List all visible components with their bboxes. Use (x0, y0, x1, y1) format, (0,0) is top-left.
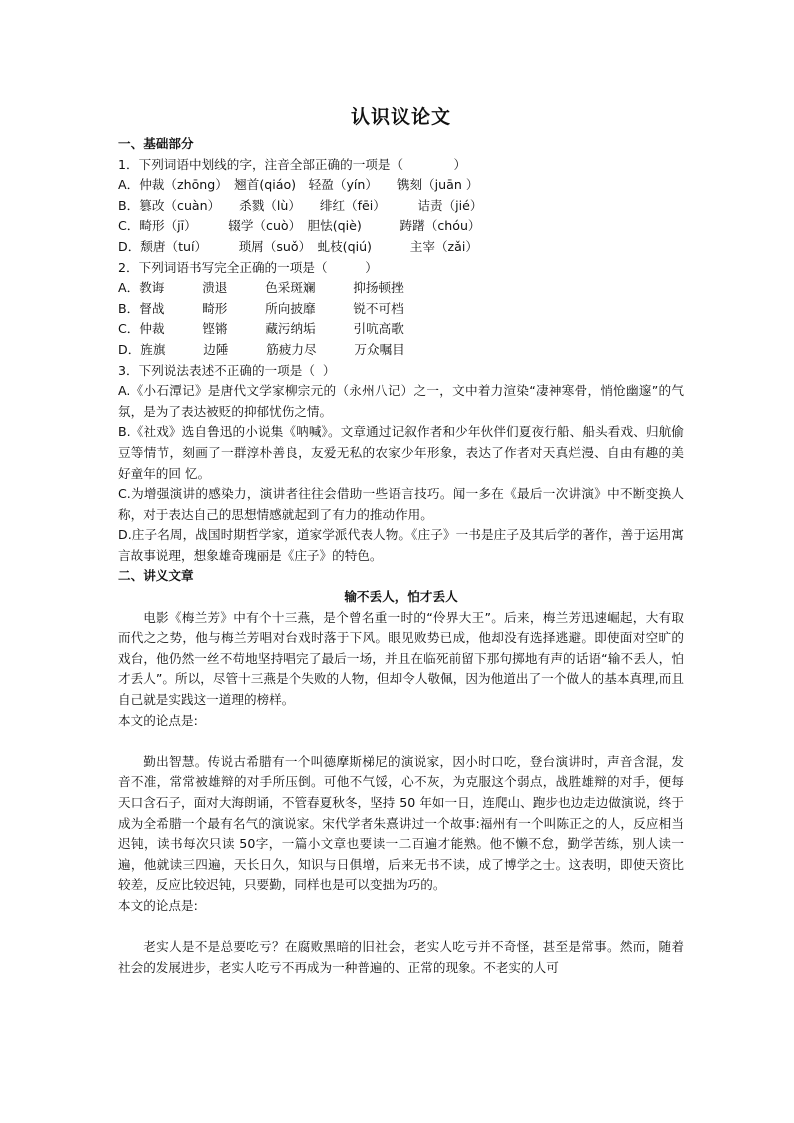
option-b: B．篡改（cuàn） 杀戮（lù） 绯红（fēi） 诘责（jié） (118, 197, 483, 213)
option-b: B．督战 畸形 所向披靡 锐不可档 (118, 300, 404, 316)
thesis-prompt: 本文的论点是: (118, 712, 198, 728)
option-b: B.《社戏》选自鲁迅的小说集《呐喊》。文章通过记叙作者和少年伙伴们夏夜行船、船头看戏、归航偷豆等情节，刻画了一群淳朴善良，友爱无私的农家少年形象，表达了作者对天真烂漫、自由有趣的美好童年的回 忆。 (118, 424, 684, 481)
article-3 (118, 937, 684, 978)
thesis-prompt: 本文的论点是: (118, 897, 198, 913)
article-title: 输不丢人，怕才丢人 (344, 589, 458, 605)
document-page (118, 104, 684, 978)
article-1 (118, 587, 684, 731)
option-a: A．仲裁（zhōng） 翘首(qiáo) 轻盈（yín） 镌刻（juān ） (118, 177, 479, 193)
option-d: D．颓唐（tuí） 琐屑（suǒ） 虬枝(qiú) 主宰（zǎi） (118, 238, 478, 254)
option-c: C.为增强演讲的感染力，演讲者往往会借助一些语言技巧。闻一多在《最后一次讲演》中不断变换人称，对于表达自己的思想情感就起到了有力的推动作用。 (118, 486, 684, 522)
option-d: D.庄子名周，战国时期哲学家，道家学派代表人物。《庄子》一书是庄子及其后学的著作，善于运用寓言故事说理，想象雄奇瑰丽是《庄子》的特色。 (118, 527, 684, 563)
page-title: 认识议论文 (350, 106, 451, 128)
question-stem: 1．下列词语中划线的字，注音全部正确的一项是（ ） (118, 156, 467, 172)
article-body: 勤出智慧。传说古希腊有一个叫德摩斯梯尼的演说家，因小时口吃，登台演讲时，声音含混，发音不准，常常被雄辩的对手所压倒。可他不气馁，心不灰，为克服这个弱点，战胜雄辩的对手，便每天口含石子，面对大海朗诵，不管春夏秋冬，坚持 50 年如一日，连爬山、跑步也边走边做演说，终于成为全希腊一个最有名气的演说家。宋代学者朱熹讲过一个故事:福州有一个叫陈正之的人，反应相当迟钝，读书每次只读 50字，一篇小文章也要读一二百遍才能熟。他不懒不怠，勤学苦练，别人读一遍，他就读三四遍，天长日久，知识与日俱增，后来无书不读，成了博学之士。这表明，即使天资比较差，反应比较迟钝，只要勤，同样也是可以变拙为巧的。 (118, 753, 684, 893)
option-a: A．教诲 溃退 色采斑斓 抑扬顿挫 (118, 280, 404, 296)
article-2 (118, 752, 684, 917)
answer-space[interactable] (118, 731, 684, 752)
section-heading-articles: 二、讲义文章 (118, 568, 194, 584)
question-stem: 2．下列词语书写完全正确的一项是（ ） (118, 259, 378, 275)
article-body: 老实人是不是总要吃亏？在腐败黑暗的旧社会，老实人吃亏并不奇怪，甚至是常事。然而，随着社会的发展进步，老实人吃亏不再成为一种普遍的、正常的现象。不老实的人可 (118, 939, 684, 975)
article-body: 电影《梅兰芳》中有个十三燕，是个曾名重一时的“伶界大王”。后来，梅兰芳迅速崛起，大有取而代之之势，他与梅兰芳唱对台戏时落于下风。眼见败势已成，他却没有选择逃避。即使面对空旷的戏台，他仍然一丝不苟地坚持唱完了最后一场，并且在临死前留下那句掷地有声的话语“输不丢人，怕才丢人”。所以，尽管十三燕是个失败的人物，但却令人敬佩，因为他道出了一个做人的基本真理,而且自己就是实践这一道理的榜样。 (118, 609, 684, 708)
option-c: C．仲裁 铿锵 藏污纳垢 引吭高歌 (118, 321, 404, 337)
option-c: C．畸形（jī） 辍学（cuò） 胆怯(qiè) 踌躇（chóu） (118, 218, 481, 234)
option-a: A.《小石潭记》是唐代文学家柳宗元的（永州八记）之一，文中着力渲染“凄神寒骨，悄怆幽邃”的气氛，是为了表达被贬的抑郁忧伤之情。 (118, 383, 684, 419)
question-stem: 3．下列说法表述不正确的一项是（ ） (118, 362, 336, 378)
section-heading-basics: 一、基础部分 (118, 136, 194, 151)
answer-space[interactable] (118, 917, 684, 938)
question-3 (118, 361, 684, 567)
question-1 (118, 155, 684, 258)
option-d: D．旌旗 边陲 筋疲力尽 万众嘱目 (118, 341, 405, 357)
question-2 (118, 258, 684, 361)
